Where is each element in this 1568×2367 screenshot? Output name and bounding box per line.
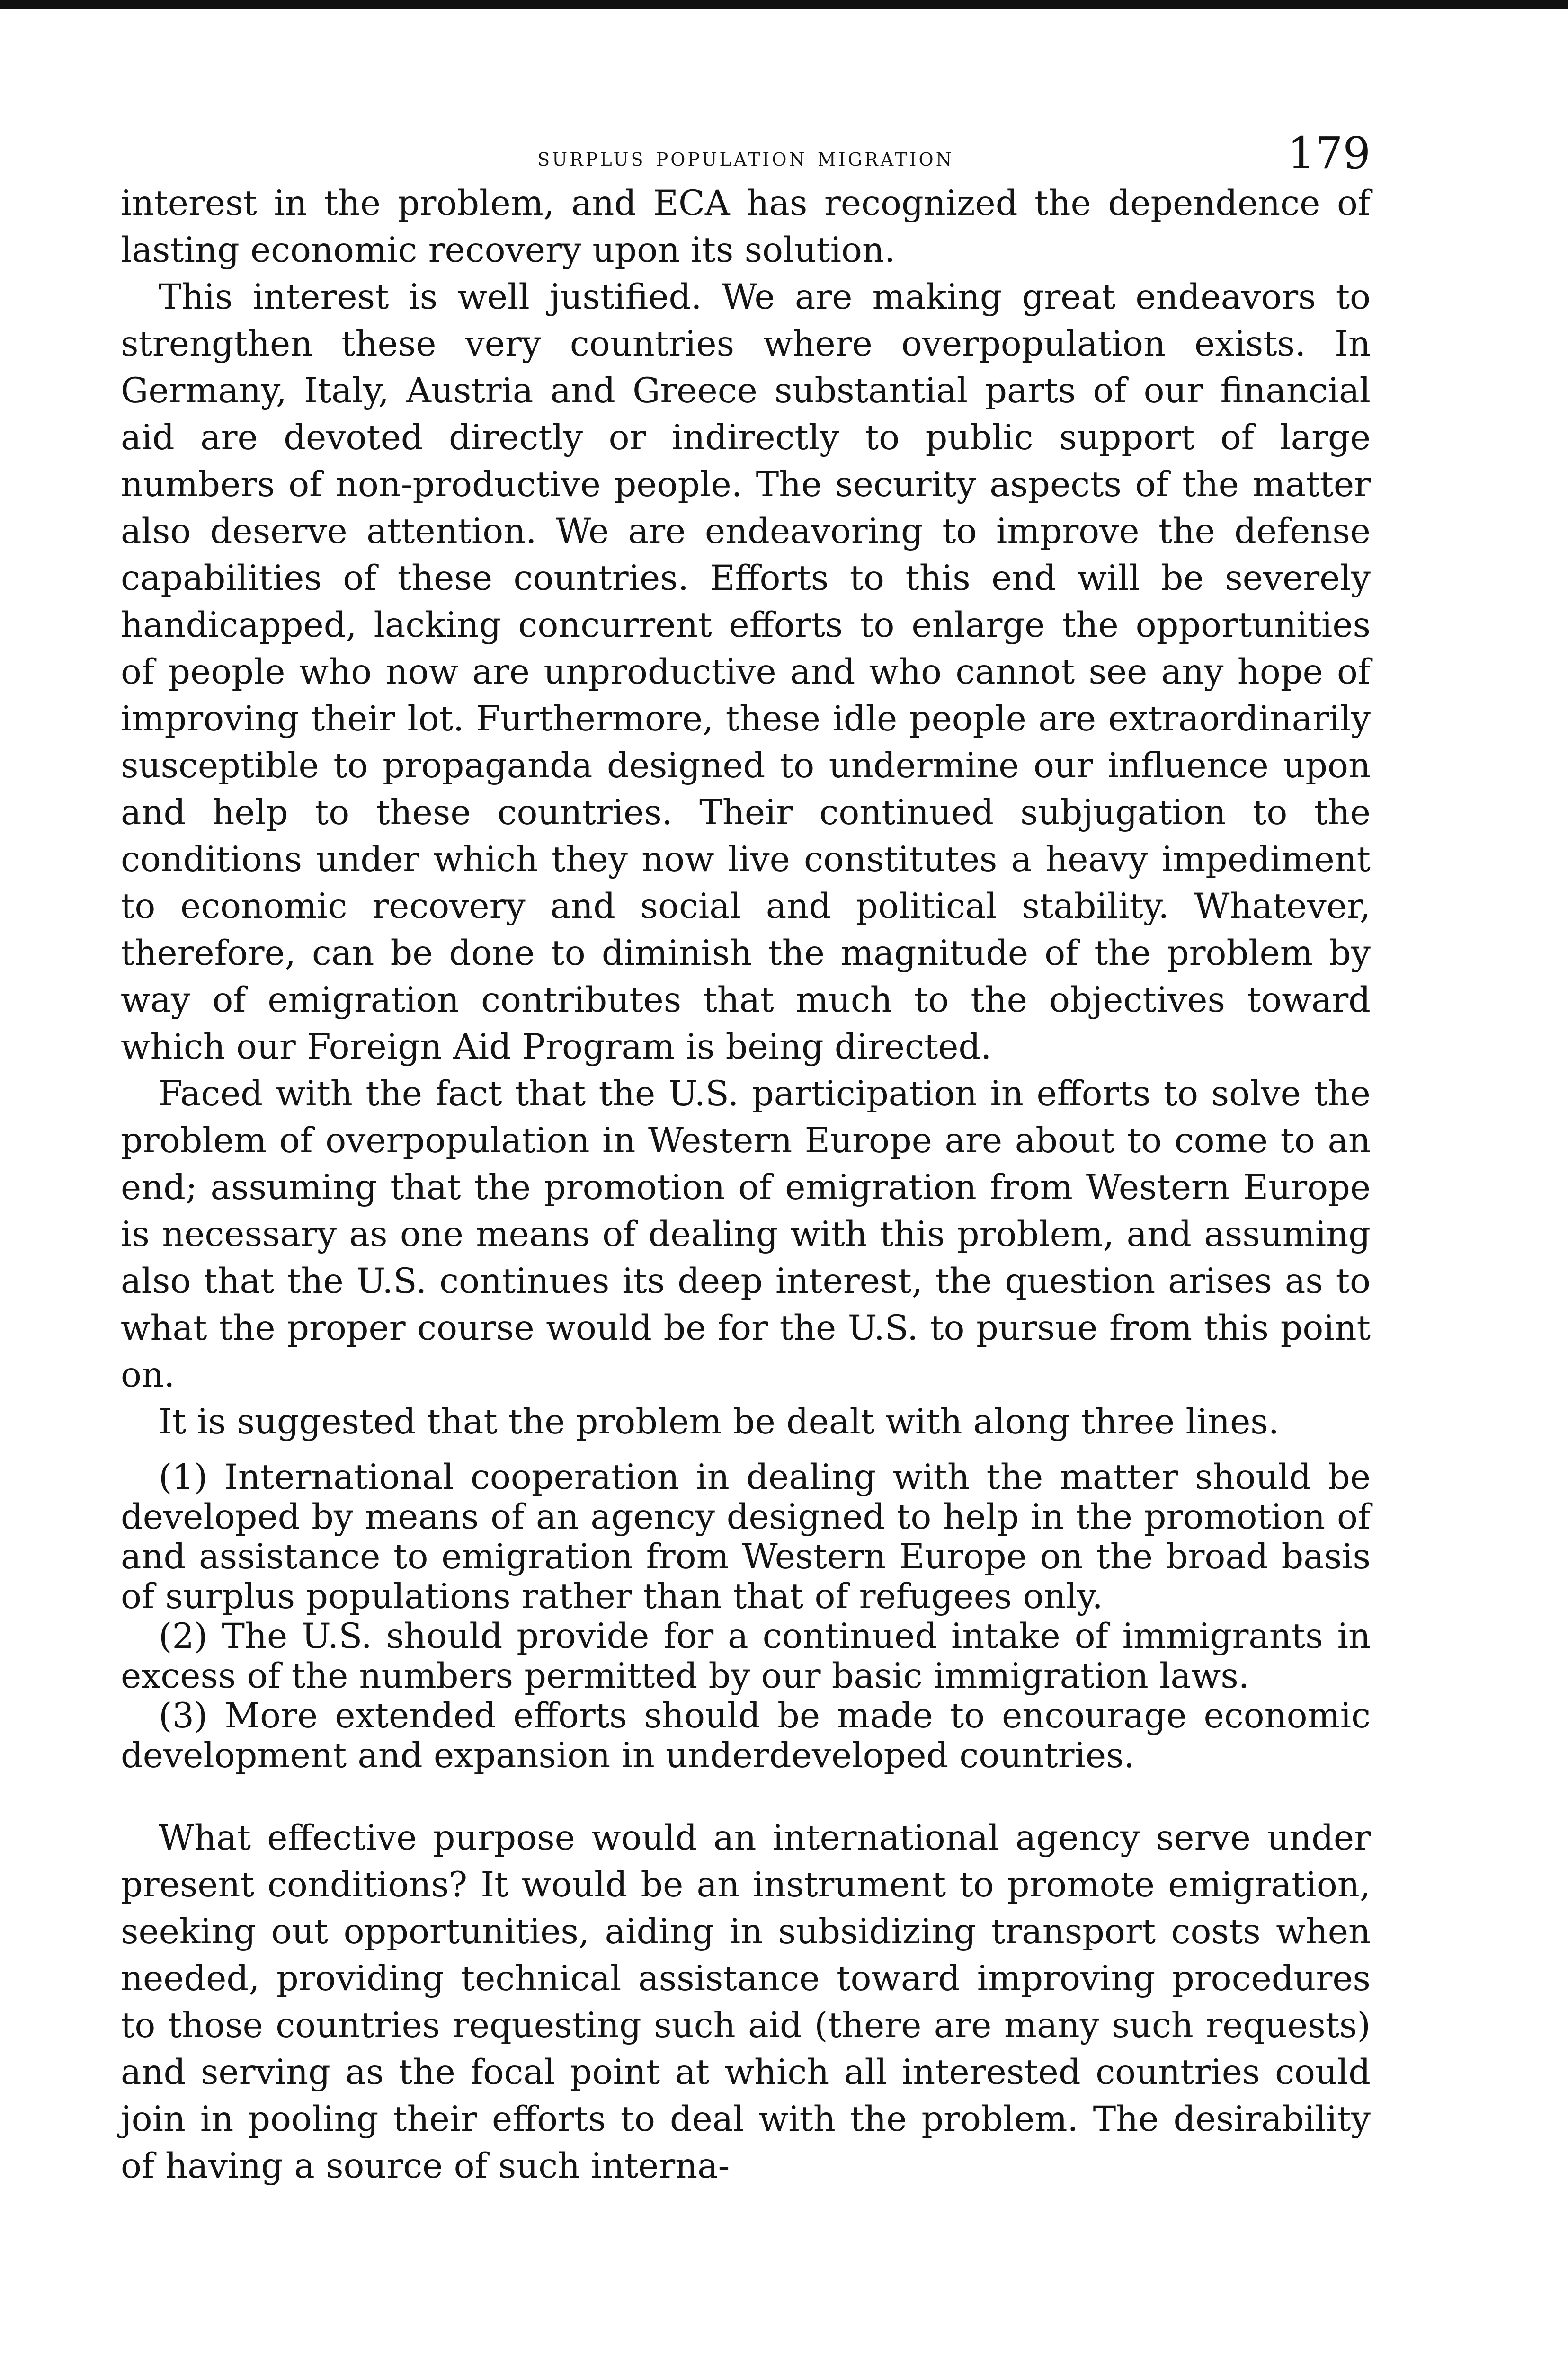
paragraph: What effective purpose would an international agency serve under present conditions? It would be an instrument to promote emigration, seeking out opportunities, aiding in subsidizing transport costs when needed, providing technical assistance toward improving procedures to those countries requesting such aid (there are many such requests) and serving as the focal point at which all interested countries could join in pooling their efforts to deal with the problem. The desirability of having a source of such interna- [121,1818,1371,2186]
list-item: (2) The U.S. should provide for a continued intake of immigrants in excess of the numbers permitted by our basic immigration laws. [121,1616,1371,1696]
paragraph: It is suggested that the problem be dealt with along three lines. [159,1402,1279,1442]
running-head [121,118,1371,180]
paragraph: Faced with the fact that the U.S. participation in efforts to solve the problem of overpopulation in Western Europe are about to come to an end; assuming that the promotion of emigration from Western Europe is necessary as one means of dealing with this problem, and assuming also that the U.S. continues its deep interest, the question arises as to what the proper course would be for the U.S. to pursue from this point on. [121,1074,1371,1395]
list-item: (1) International cooperation in dealing with the matter should be developed by means of an agency designed to help in the promotion of and assistance to emigration from Western Europe on the broad basis of surplus populations rather than that of refugees only. [121,1457,1371,1617]
body-text-continued [121,1815,1371,2189]
list-item: (3) More extended efforts should be made to encourage economic development and expansion in underdeveloped countries. [121,1696,1371,1776]
numbered-list [121,1458,1371,1776]
page-top-edge [0,0,1568,9]
running-title: surplus population migration [537,142,954,172]
body-text [121,180,1371,1445]
paragraph: This interest is well justified. We are making great endeavors to strengthen these very countries where overpopulation exists. In Germany, Italy, Austria and Greece substantial parts of our financial aid are devoted directly or indirectly to public support of large numbers of non-productive people. The security aspects of the matter also deserve attention. We are endeavoring to improve the defense capabilities of these countries. Efforts to this end will be severely handicapped, lacking concurrent efforts to enlarge the opportunities of people who now are unproductive and who cannot see any hope of improving their lot. Furthermore, these idle people are extraordinarily susceptible to propaganda designed to undermine our influence upon and help to these countries. Their continued subjugation to the conditions under which they now live constitutes a heavy impediment to economic recovery and social and political stability. Whatever, therefore, can be done to diminish the magnitude of the problem by way of emigration contributes that much to the objectives toward which our Foreign Aid Program is being directed. [121,277,1371,1067]
page-number: 179 [1287,128,1371,178]
paragraph-continued: interest in the problem, and ECA has recognized the dependence of lasting economic recovery upon its solution. [121,183,1371,270]
book-page [121,118,1371,2189]
